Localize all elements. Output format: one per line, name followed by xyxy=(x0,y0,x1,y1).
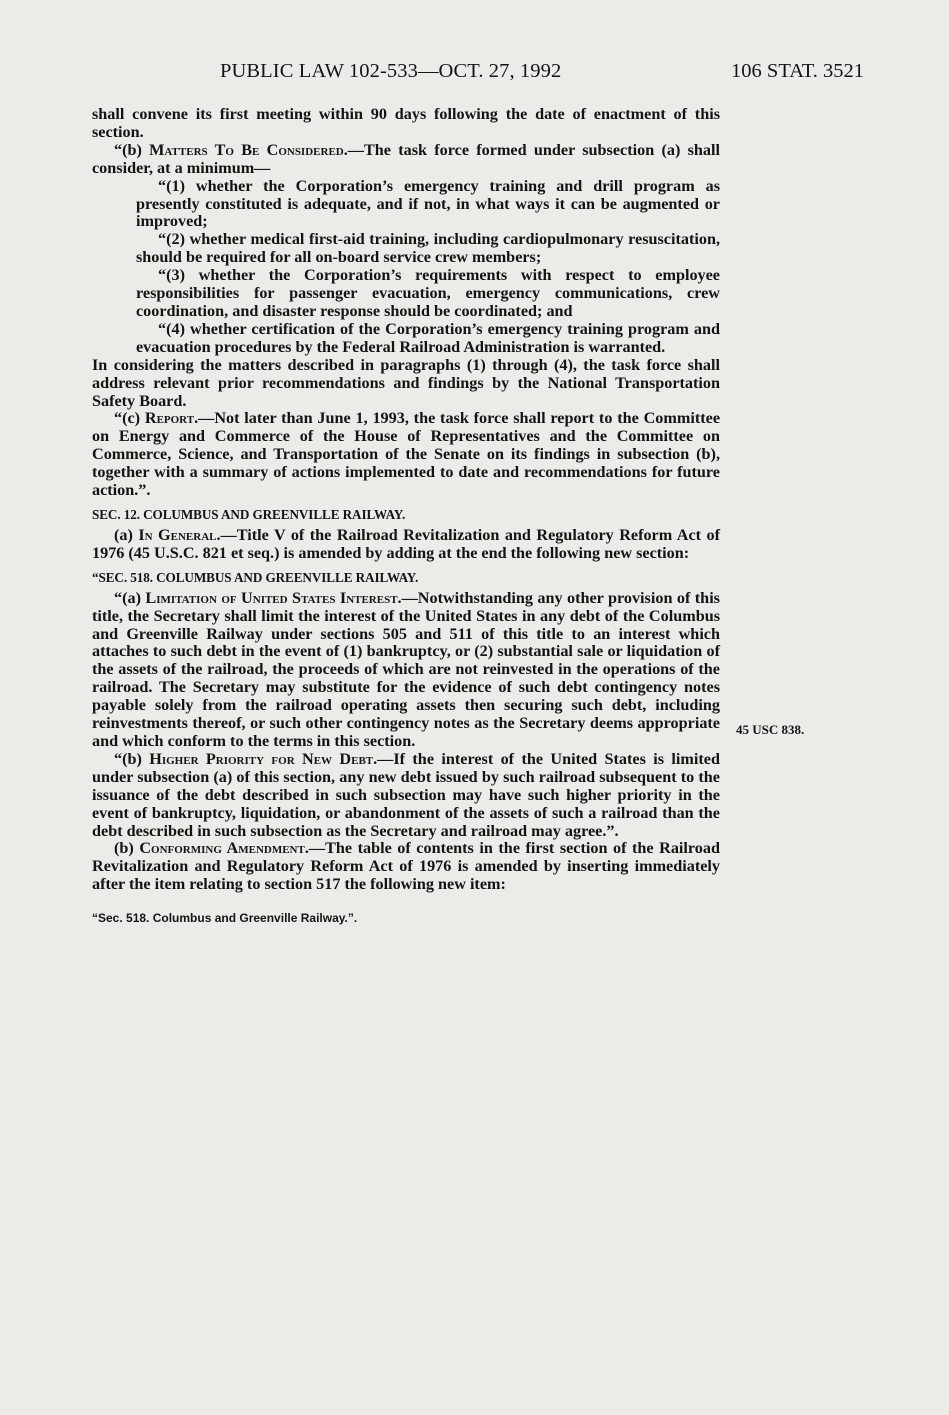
paragraph-first-meeting: shall convene its first meeting within 90 days following the date of enactment of this section. xyxy=(92,105,720,141)
new-table-of-contents-item: “Sec. 518. Columbus and Greenville Railway.”. xyxy=(92,911,358,926)
conforming-heading: Conforming Amendment xyxy=(139,839,305,858)
conforming-amendment xyxy=(92,840,720,894)
item-1: “(1) whether the Corporation’s emergency training and drill program as presently constituted is adequate, and if not, in what ways it can be augmented or improved; xyxy=(136,176,720,231)
subsection-b-matters xyxy=(92,142,720,178)
paragraph-considering: In considering the matters described in paragraphs (1) through (4), the task force shall address relevant prior recommendations and findings by the National Transportation Safety Board. xyxy=(92,355,720,410)
header-title: PUBLIC LAW 102-533—OCT. 27, 1992 xyxy=(220,60,562,82)
higher-priority-text: .—If the interest of the United States is limited under subsection (a) of this section, any new debt issued by such railroad subsequent to the issuance of the debt described in such subsection may have such higher priority in the event of bankruptcy, liquidation, or abandonment of the assets of such a railroad than the debt described in such subsection as the Secretary and railroad may agree.”. xyxy=(92,749,720,840)
general-text: .—Title V of the Railroad Revitalization and Regulatory Reform Act of 1976 (45 U.S.C. 821 et seq.) is amended by adding at the end the following new section: xyxy=(92,525,721,562)
section-12-subsection-a xyxy=(92,527,720,563)
subsection-b-heading: Matters To Be Considered xyxy=(149,140,344,159)
running-header xyxy=(92,60,864,86)
item-4: “(4) whether certification of the Corporation’s emergency training program and evacuation procedures by the Federal Railroad Administration is warranted. xyxy=(136,319,720,356)
higher-priority-heading: Higher Priority for New Debt xyxy=(149,749,374,768)
subsection-c-report xyxy=(92,410,720,500)
subsection-c-text: .—Not later than June 1, 1993, the task force shall report to the Committee on Energy and Commerce of the House of Representatives and the Committee on Commerce, Science, and Transportation of the Senate on its findings in subsection (b), together with a summary of actions implemented to date and recommendations for future action.”. xyxy=(92,409,720,500)
higher-priority-subsection xyxy=(92,751,720,841)
subsection-c-heading: Report xyxy=(144,409,195,428)
subsection-c-open: “(c) xyxy=(114,409,145,428)
item-2: “(2) whether medical first-aid training, including cardiopulmonary resuscitation, should be required for all on-board service crew members; xyxy=(136,230,720,267)
section-12-heading: SEC. 12. COLUMBUS AND GREENVILLE RAILWAY. xyxy=(92,506,406,522)
item-3: “(3) whether the Corporation’s requirements with respect to employee responsibilities for passenger evacuation, emergency communications, crew coordination, and disaster response should be coordinated; and xyxy=(136,266,720,320)
general-heading: In General xyxy=(138,525,217,544)
conforming-open: (b) xyxy=(114,839,140,858)
limitation-subsection xyxy=(92,590,720,751)
higher-priority-open: “(b) xyxy=(114,749,150,768)
statute-page-number: 106 STAT. 3521 xyxy=(731,60,864,82)
subsection-b-text: .—The task force formed under subsection (a) shall consider, at a minimum— xyxy=(92,140,720,177)
law-text-body xyxy=(92,106,720,928)
conforming-text: .—The table of contents in the first section of the Railroad Revitalization and Regulatory Reform Act of 1976 is amended by inserting immediately after the item relating to section 517 the following new item: xyxy=(92,839,720,894)
margin-citation: 45 USC 838. xyxy=(736,722,805,737)
general-open: (a) xyxy=(114,525,139,544)
subsection-b-open: “(b) xyxy=(114,140,150,159)
section-518-heading: “SEC. 518. COLUMBUS AND GREENVILLE RAILWAY. xyxy=(92,569,419,585)
limitation-heading: Limitation of United States Interest xyxy=(145,588,398,607)
limitation-text: .—Notwithstanding any other provision of this title, the Secretary shall limit the interest of the United States in any debt of the Columbus and Greenville Railway under sections 505 and 511 of this title to an interest which attaches to such debt in the event of (1) bankruptcy, or (2) substantial sale or liquidation of the assets of the railroad, the proceeds of which are not reinvested in the operations of the railroad. The Secretary may substitute for the evidence of such debt contingency notes payable solely from the railroad operating assets then securing such debt, including reinvestments thereof, or such other contingency notes as the Secretary deems appropriate and which conform to the terms in this section. xyxy=(92,588,720,750)
limitation-open: “(a) xyxy=(114,588,146,607)
